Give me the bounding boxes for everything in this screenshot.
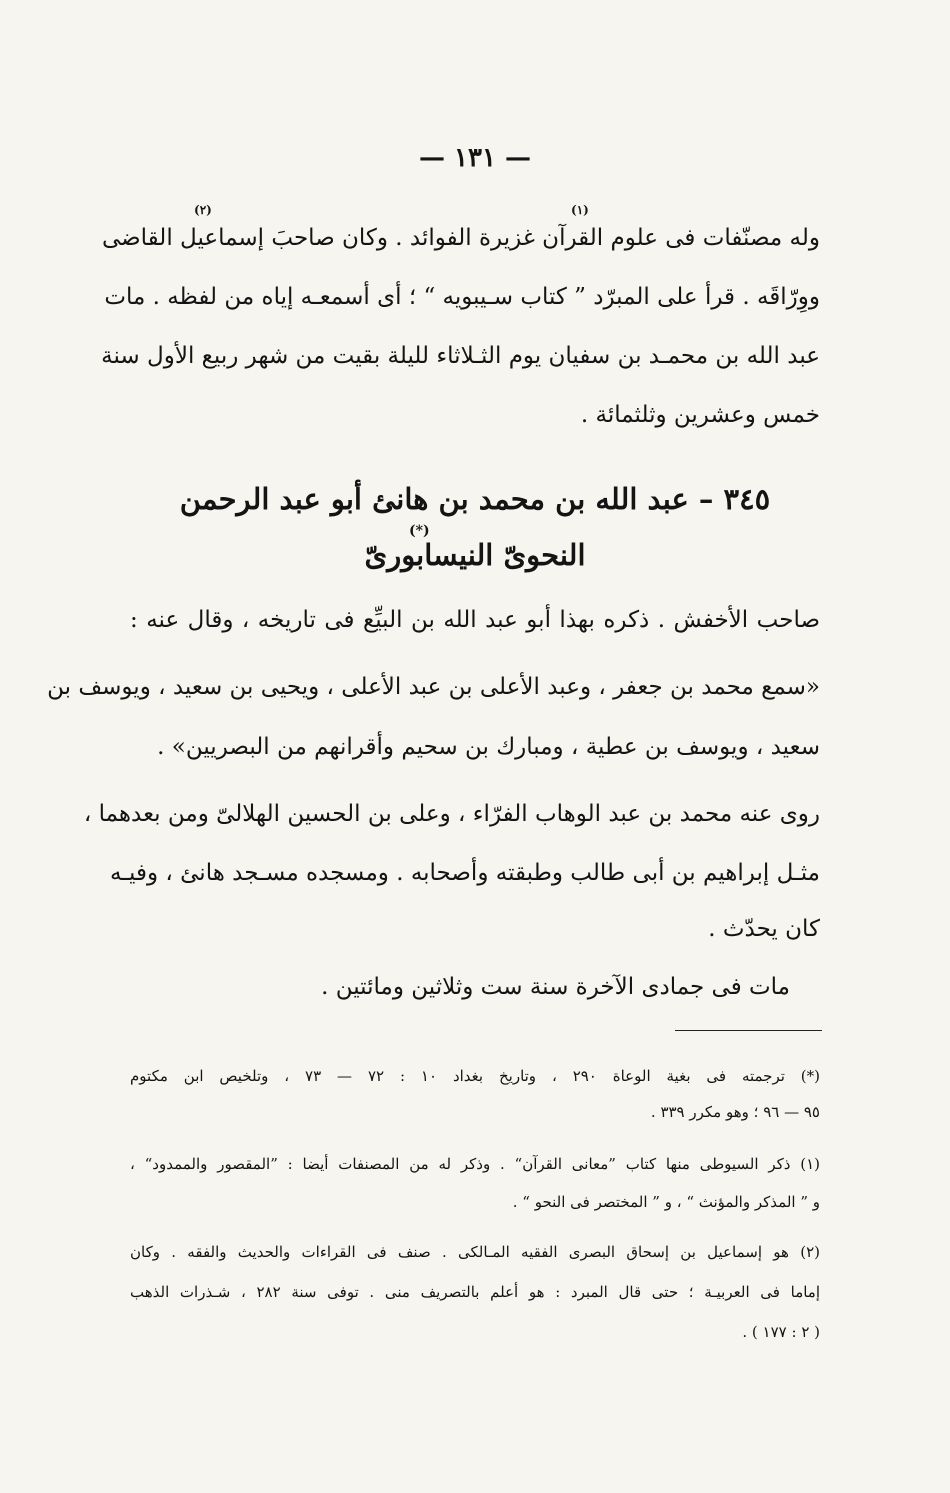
intro-line-1: وله مصنّفات فى علوم القرآن غزيرة الفوائد . وكان صاحبَ إسماعيل القاضى [101, 225, 820, 251]
footnote-separator [675, 1030, 822, 1031]
footnote-2-line-2: إماما فى العربيـة ؛ حتى قال المبرد : هو أعلم بالتصريف منى . توفى سنة ٢٨٢ ، شـذرات الذهب [130, 1283, 821, 1301]
paragraph2-line-2: مثـل إبراهيم بن أبى طالب وطبقته وأصحابه . ومسجده مسـجد هانئ ، وفيـه [109, 860, 820, 886]
footnote-marker-1: (١) [571, 203, 589, 217]
footnote-star-line-1: (*) ترجمته فى بغية الوعاة ٢٩٠ ، وتاريخ بغداد ١٠ : ٧٢ — ٧٣ ، وتلخيص ابن مكتوم [130, 1067, 821, 1085]
paragraph1-line-2: «سمع محمد بن جعفر ، وعبد الأعلى بن عبد الأعلى ، ويحيى بن سعيد ، ويوسف بن [47, 674, 820, 700]
footnote-star-line-2: ٩٥ — ٩٦ ؛ وهو مكرر ٣٣٩ . [650, 1103, 820, 1121]
paragraph1-line-3: سعيد ، ويوسف بن عطية ، ومبارك بن سحيم وأقرانهم من البصريين» . [157, 734, 820, 760]
footnote-1-line-2: و ” المذكر والمؤنث “ ، و ” المختصر فى النحو “ . [512, 1193, 820, 1211]
heading-footnote-marker: (*) [409, 523, 430, 539]
footnote-marker-2: (٢) [194, 203, 212, 217]
paragraph2-line-1: روى عنه محمد بن عبد الوهاب الفرّاء ، وعلى بن الحسين الهلالىّ ومن بعدهما ، [83, 801, 820, 827]
intro-line-2: ووِرّاقَه . قرأ على المبرّد ” كتاب سـيبويه “ ؛ أى أسمعـه إياه من لفظه . مات [104, 284, 820, 310]
entry-heading: ٣٤٥ – عبد الله بن محمد بن هانئ أبو عبد الرحمن [179, 482, 771, 516]
entry-subheading: النحوىّ النيسابورىّ [364, 538, 586, 572]
intro-line-3: عبد الله بن محمـد بن سفيان يوم الثـلاثاء لليلة بقيت من شهر ربيع الأول سنة [101, 343, 820, 369]
footnote-1-line-1: (١) ذكر السيوطى منها كتاب ”معانى القرآن“ . وذكر له من المصنفات أيضا : ”المقصور والممدود“ ، [130, 1155, 820, 1173]
paragraph3-line-1: مات فى جمادى الآخرة سنة ست وثلاثين ومائتين . [321, 974, 790, 1000]
footnote-2-line-3: ( ٢ : ١٧٧ ) . [742, 1323, 820, 1341]
page-number: — ١٣١ — [418, 143, 532, 173]
intro-line-4: خمس وعشرين وثلثمائة . [580, 402, 820, 428]
footnote-2-line-1: (٢) هو إسماعيل بن إسحاق البصرى الفقيه المـالكى . صنف فى القراءات والحديث والفقه . وكان [130, 1243, 820, 1261]
paragraph1-line-1: صاحب الأخفش . ذكره بهذا أبو عبد الله بن البيِّع فى تاريخه ، وقال عنه : [130, 607, 820, 633]
paragraph2-line-3: كان يحدّث . [708, 916, 820, 942]
